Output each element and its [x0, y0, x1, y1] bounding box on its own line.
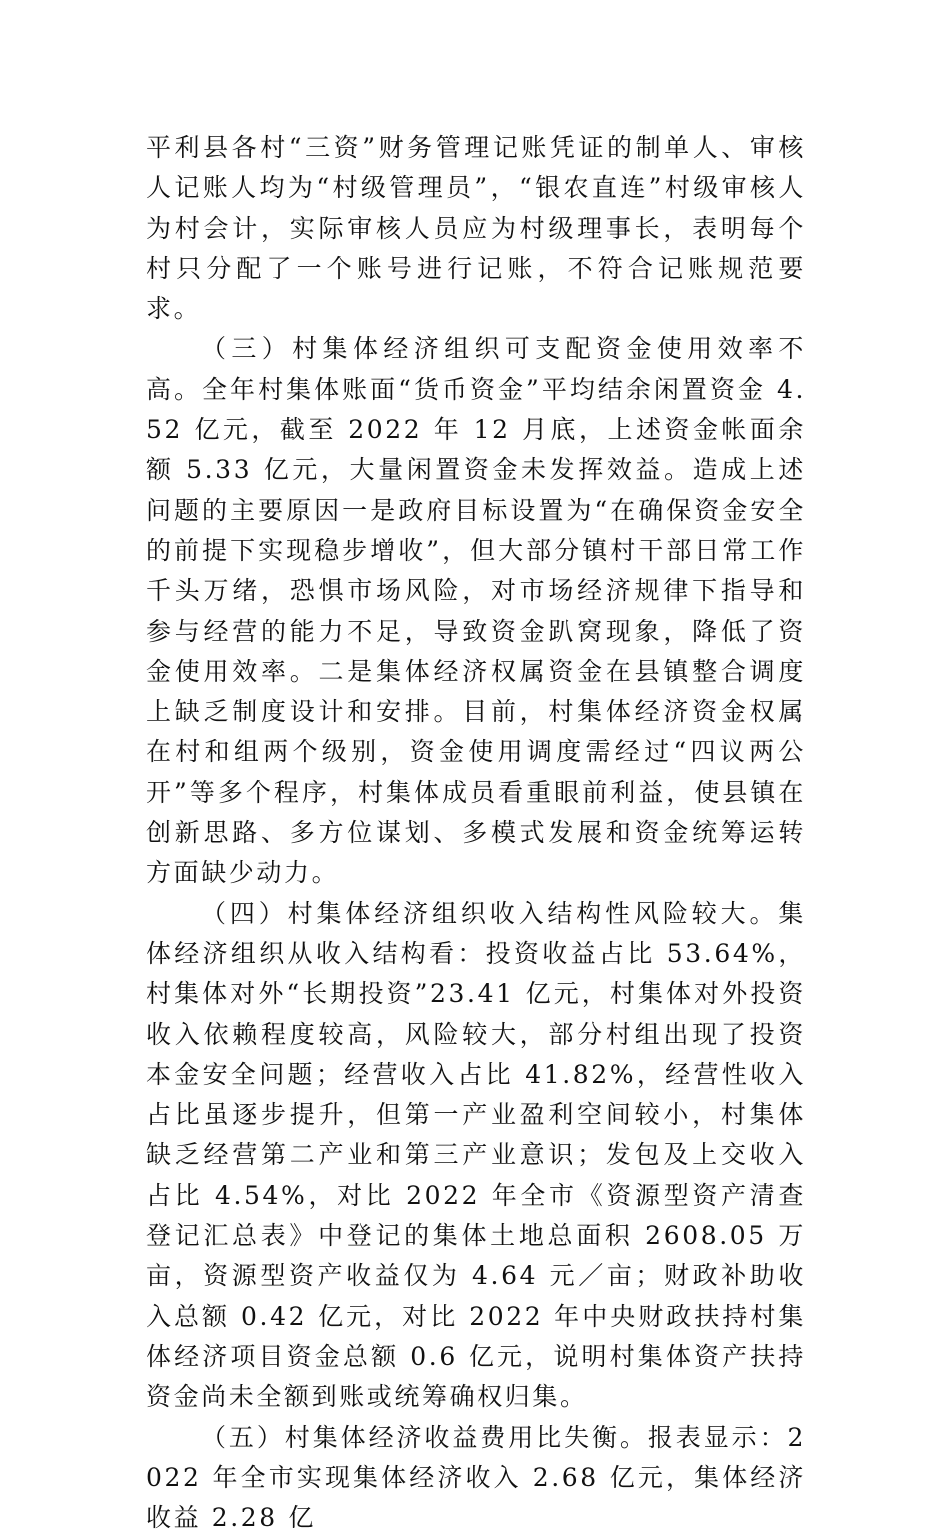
paragraph-section-five: （五）村集体经济收益费用比失衡。报表显示：2022 年全市实现集体经济收入 2.68 亿元，集体经济收益 2.28 亿 [146, 1418, 806, 1538]
paragraph-section-three: （三）村集体经济组织可支配资金使用效率不高。全年村集体账面“货币资金”平均结余闲置资金 4.52 亿元，截至 2022 年 12 月底，上述资金帐面余额 5.33 亿元，大量闲置资金未发挥效益。造成上述问题的主要原因一是政府目标设置为“在确保资金安全的前提下实现稳步增收”，但大部分镇村干部日常工作千头万绪，恐惧市场风险，对市场经济规律下指导和参与经营的能力不足，导致资金趴窝现象，降低了资金使用效率。二是集体经济权属资金在县镇整合调度上缺乏制度设计和安排。目前，村集体经济资金权属在村和组两个级别，资金使用调度需经过“四议两公开”等多个程序，村集体成员看重眼前利益，使县镇在创新思路、多方位谋划、多模式发展和资金统筹运转方面缺少动力。 [146, 329, 806, 893]
document-body [146, 128, 806, 1538]
paragraph-audit-accounts: 平利县各村“三资”财务管理记账凭证的制单人、审核人记账人均为“村级管理员”，“银农直连”村级审核人为村会计，实际审核人员应为村级理事长，表明每个村只分配了一个账号进行记账，不符合记账规范要求。 [146, 128, 806, 329]
paragraph-section-four: （四）村集体经济组织收入结构性风险较大。集体经济组织从收入结构看：投资收益占比 53.64%，村集体对外“长期投资”23.41 亿元，村集体对外投资收入依赖程度较高，风险较大，部分村组出现了投资本金安全问题；经营收入占比 41.82%，经营性收入占比虽逐步提升，但第一产业盈利空间较小，村集体缺乏经营第二产业和第三产业意识；发包及上交收入占比 4.54%，对比 2022 年全市《资源型资产清查登记汇总表》中登记的集体土地总面积 2608.05 万亩，资源型资产收益仅为 4.64 元／亩；财政补助收入总额 0.42 亿元，对比 2022 年中央财政扶持村集体经济项目资金总额 0.6 亿元，说明村集体资产扶持资金尚未全额到账或统筹确权归集。 [146, 894, 806, 1418]
